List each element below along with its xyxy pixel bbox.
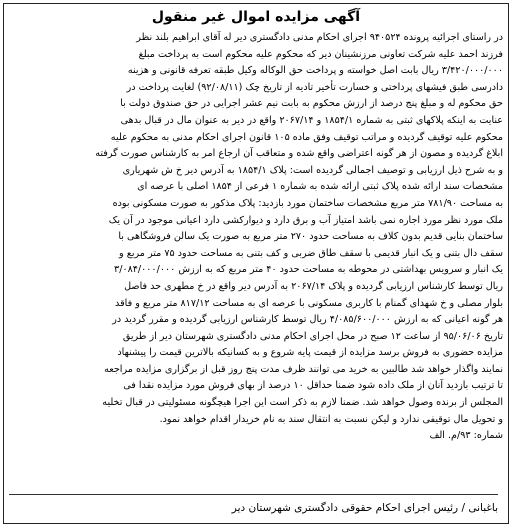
- notice-line: دادرسی طبق فیشهای پرداختی و خسارت تأخیر تادیه از تاریخ چک (۹۲/۰۸/۱۱) لغایت پرداخت در: [126, 81, 503, 93]
- notice-line: مشخصات سند ارائه شده پلاک ثبتی ارائه شده به شماره ۱ فرعی از ۱۸۵۴ اصلی با عرصه ای: [137, 181, 503, 193]
- notice-line: عنایت به اینکه پلاکهای ثبتی به شماره ۱۸۵۴/۱ و ۲۰۶۷/۱۴ واقع در دیر به عنوان مال در قبال بدهی: [120, 114, 503, 126]
- notice-line: محکوم علیه توقیف گردیده و مراتب توقیف وفق ماده ۱۰۵ قانون اجرای احکام مدنی به محکوم علیه: [110, 131, 503, 143]
- notice-line: ریال توسط کارشناس ارزیابی گردیده و پلاک ۲۰۶۷/۱۴ به آدرس دیر واقع در خ مطهری حد فاصل: [124, 280, 503, 292]
- notice-line: تاریخ ۹۵/۰۶/۰۶ از ساعت ۱۲ صبح در محل اجرای احکام مدنی دادگستری شهرستان دیر از طریق: [122, 330, 503, 342]
- notice-line: در راستای اجرائیه پرونده ۹۴۰۵۲۴ اجرای احکام مدنی دادگستری دیر له آقای ابراهیم بلند نظر: [136, 32, 503, 43]
- notice-line: ۳/۴۲۰/۰۰۰/۰۰۰ ریال بابت اصل خواسته و پرداخت حق الوکاله وکیل طبقه تعرفه قانونی و هزینه: [127, 65, 503, 77]
- notice-line: و به شرح ذیل ارزیابی و توصیف اجمالی گردیده است: پلاک ۱۸۵۴/۱ به آدرس دیر خ ش شهریاری: [122, 164, 503, 176]
- notice-line: و تحویل مال توقیفی ندارد و لیکن نسبت به انتقال سند به نام خریدار اقدام خواهد نمود.: [159, 413, 503, 425]
- notice-line: تا ترتیب بازدید آنان از ملک داده شود ضمنا حداقل ۱۰ درصد از بهای فروش مورد مزایده نقدا فی: [123, 380, 503, 392]
- notice-line: المجلس از برنده وصول خواهد شد. ضمنا لازم به ذکر است این اجرا هیچگونه مسئولیتی در قبال تخلیه: [102, 397, 503, 409]
- notice-line: حق محکوم له و مبلغ پنج درصد از ارزش محکوم به بابت نیم عشر اجرایی در حق صندوق دولت با: [120, 98, 503, 110]
- notice-line: مزایده حضوری به فروش برسد مزایده از قیمت پایه شروع و به کسانیکه بالاترین قیمت را پیشنهاد: [117, 347, 503, 359]
- notice-title: آگهی مزایده اموال غیر منقول: [151, 9, 361, 25]
- notice-line: فرزند احمد علیه شرکت تعاونی مرزنشینان دیر که محکوم علیه محکوم است به پرداخت مبلغ: [138, 48, 503, 60]
- notice-line: ساختمان بنایی قدیم بدون کلاف به مساحت حدود ۲۷۰ متر مربع به صورت یک سالن فروشگاهی با: [118, 231, 503, 243]
- notice-signature: باغبانی / رئیس اجرای احکام حقوقی دادگستری شهرستان دیر: [9, 494, 498, 521]
- notice-line: هر گونه اعیانی که به ارزش ۴/۰۸۵/۶۰۰/۰۰۰ ریال توسط کارشناس ارزیابی گردیده و مقرر گردید در: [112, 314, 503, 326]
- notice-body: [9, 30, 503, 445]
- notice-line: بلوار مصلی و خ شهدای گمنام با کاربری مسکونی با عرصه ای به مساحت ۸۱۷/۱۲ متر مربع و فاقد: [115, 297, 503, 309]
- notice-reference-number: شماره: ۹۳/م. الف: [429, 430, 503, 442]
- notice-line: سقف دال بتنی و یک انبار قدیمی با سقف طاق ضربی و کف بتنی به مساحت حدود ۷۵ متر مربع و: [119, 247, 503, 259]
- notice-line: نمایند واگذار خواهد شد طالبین به خرید می توانند ظرف مدت پنج روز قبل از برگزاری مزایده مراجعه: [104, 363, 503, 375]
- notice-line: ابلاغ گردیده و مصون از هر گونه اعتراضی واقع شده و متعاقب آن ارجاع امر به کارشناس صورت گرفته: [95, 148, 503, 160]
- notice-line: یک انبار و سرویس بهداشتی در محوطه به مساحت حدود ۴۰ متر مربع که به ارزش ۳/۰۸۴/۰۰۰/۰۰۰: [114, 264, 503, 276]
- notice-frame: [3, 3, 509, 524]
- notice-line: به مساحت ۷۸۱/۹۰ متر مربع مشخصات ساختمان مورد بازدید: پلاک مذکور به صورت مسکونی بوده: [112, 197, 503, 209]
- notice-line: ملک مورد نظر مورد اجاره نمی باشد امتیاز آب و برق دارد و دیوارکشی دارد اعیانی موجود در آن یک: [108, 214, 503, 226]
